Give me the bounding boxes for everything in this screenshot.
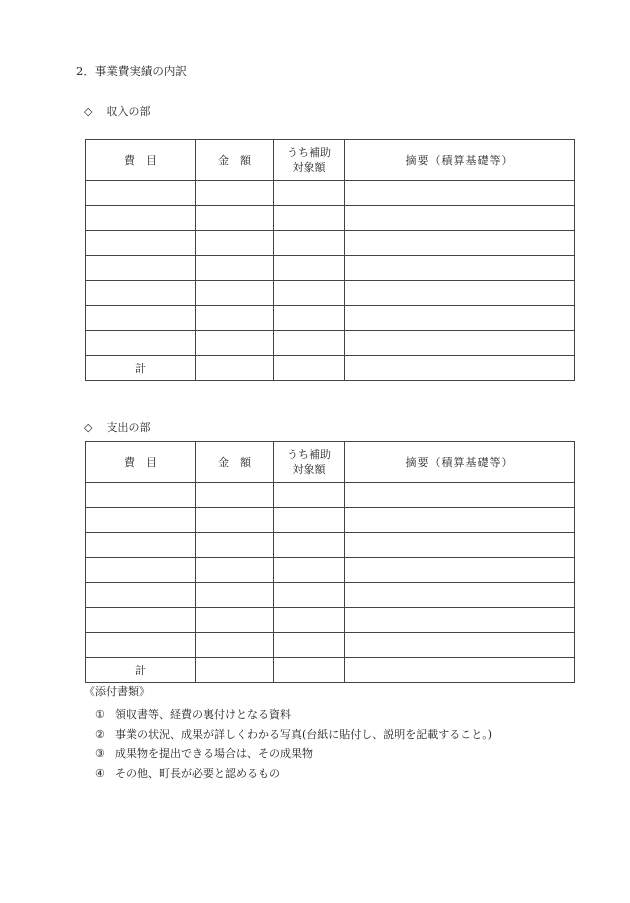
cell-subsidy[interactable]	[274, 281, 345, 306]
cell-amount[interactable]	[196, 558, 274, 583]
total-row	[86, 356, 575, 381]
table-row	[86, 281, 575, 306]
table-row	[86, 583, 575, 608]
attachments-list	[95, 705, 492, 783]
cell-item[interactable]	[86, 231, 196, 256]
table-row	[86, 558, 575, 583]
income-section-title	[84, 103, 150, 119]
table-row	[86, 306, 575, 331]
diamond-icon: ◇	[84, 421, 93, 434]
cell-amount[interactable]	[196, 256, 274, 281]
cell-subsidy[interactable]	[274, 533, 345, 558]
table-row	[86, 633, 575, 658]
cell-item[interactable]	[86, 256, 196, 281]
item-text: 成果物を提出できる場合は、その成果物	[115, 747, 313, 760]
table-row	[86, 256, 575, 281]
cell-item[interactable]	[86, 306, 196, 331]
total-label: 計	[86, 356, 196, 381]
table-row	[86, 181, 575, 206]
cell-description[interactable]	[345, 608, 575, 633]
cell-subsidy[interactable]	[274, 306, 345, 331]
table-row	[86, 533, 575, 558]
total-label: 計	[86, 658, 196, 683]
cell-subsidy[interactable]	[274, 508, 345, 533]
cell-subsidy[interactable]	[274, 206, 345, 231]
cell-item[interactable]	[86, 608, 196, 633]
cell-subsidy[interactable]	[274, 608, 345, 633]
income-table	[85, 139, 575, 381]
cell-subsidy[interactable]	[274, 256, 345, 281]
cell-amount[interactable]	[196, 181, 274, 206]
cell-item[interactable]	[86, 181, 196, 206]
expense-section-title	[84, 419, 150, 435]
cell-description[interactable]	[345, 483, 575, 508]
expense-header-row	[86, 442, 575, 483]
cell-item[interactable]	[86, 533, 196, 558]
list-item	[95, 764, 492, 784]
cell-subsidy[interactable]	[274, 583, 345, 608]
cell-description[interactable]	[345, 306, 575, 331]
expense-title-text: 支出の部	[106, 421, 151, 434]
cell-amount[interactable]	[196, 508, 274, 533]
item-number: ②	[95, 727, 105, 741]
cell-item[interactable]	[86, 633, 196, 658]
cell-amount[interactable]	[196, 483, 274, 508]
header-subsidy-line1: うち補助	[287, 448, 331, 461]
attachments-title: 《添付書類》	[84, 685, 150, 698]
cell-subsidy[interactable]	[274, 331, 345, 356]
list-item	[95, 744, 492, 764]
header-subsidy-line2: 対象額	[292, 161, 326, 174]
total-subsidy[interactable]	[274, 356, 345, 381]
total-subsidy[interactable]	[274, 658, 345, 683]
total-description[interactable]	[345, 356, 575, 381]
table-row	[86, 608, 575, 633]
cell-description[interactable]	[345, 533, 575, 558]
cell-item[interactable]	[86, 558, 196, 583]
table-row	[86, 331, 575, 356]
cell-description[interactable]	[345, 206, 575, 231]
cell-amount[interactable]	[196, 206, 274, 231]
cell-amount[interactable]	[196, 331, 274, 356]
cell-description[interactable]	[345, 231, 575, 256]
list-item	[95, 725, 492, 745]
table-row	[86, 508, 575, 533]
cell-description[interactable]	[345, 633, 575, 658]
cell-description[interactable]	[345, 331, 575, 356]
cell-amount[interactable]	[196, 281, 274, 306]
cell-amount[interactable]	[196, 306, 274, 331]
cell-item[interactable]	[86, 281, 196, 306]
header-amount: 金 額	[196, 442, 274, 483]
cell-amount[interactable]	[196, 231, 274, 256]
cell-item[interactable]	[86, 583, 196, 608]
cell-subsidy[interactable]	[274, 231, 345, 256]
header-amount: 金 額	[196, 140, 274, 181]
cell-amount[interactable]	[196, 633, 274, 658]
header-subsidy	[274, 442, 345, 483]
total-row	[86, 658, 575, 683]
income-header-row	[86, 140, 575, 181]
header-item: 費 目	[86, 140, 196, 181]
cell-description[interactable]	[345, 558, 575, 583]
header-item: 費 目	[86, 442, 196, 483]
cell-subsidy[interactable]	[274, 558, 345, 583]
header-subsidy-line2: 対象額	[292, 463, 326, 476]
header-description: 摘要（積算基礎等）	[345, 442, 575, 483]
table-row	[86, 231, 575, 256]
cell-item[interactable]	[86, 483, 196, 508]
total-amount[interactable]	[196, 658, 274, 683]
cell-subsidy[interactable]	[274, 181, 345, 206]
section-heading: 2．事業費実績の内訳	[76, 64, 187, 78]
cell-description[interactable]	[345, 583, 575, 608]
expense-table	[85, 441, 575, 683]
cell-description[interactable]	[345, 281, 575, 306]
item-number: ①	[95, 708, 105, 721]
item-text: 事業の状況、成果が詳しくわかる写真(台紙に貼付し、説明を記載すること。)	[115, 727, 493, 741]
cell-description[interactable]	[345, 256, 575, 281]
header-description: 摘要（積算基礎等）	[345, 140, 575, 181]
item-text: 領収書等、経費の裏付けとなる資料	[115, 708, 291, 721]
cell-item[interactable]	[86, 331, 196, 356]
total-description[interactable]	[345, 658, 575, 683]
cell-amount[interactable]	[196, 533, 274, 558]
header-subsidy	[274, 140, 345, 181]
table-row	[86, 483, 575, 508]
cell-subsidy[interactable]	[274, 483, 345, 508]
cell-amount[interactable]	[196, 583, 274, 608]
diamond-icon: ◇	[84, 105, 93, 118]
item-number: ③	[95, 747, 105, 760]
item-text: その他、町長が必要と認めるもの	[115, 766, 280, 780]
cell-item[interactable]	[86, 206, 196, 231]
cell-item[interactable]	[86, 508, 196, 533]
cell-description[interactable]	[345, 181, 575, 206]
list-item	[95, 705, 492, 725]
cell-subsidy[interactable]	[274, 633, 345, 658]
income-title-text: 収入の部	[106, 105, 151, 118]
cell-amount[interactable]	[196, 608, 274, 633]
item-number: ④	[95, 766, 105, 780]
header-subsidy-line1: うち補助	[287, 146, 331, 159]
cell-description[interactable]	[345, 508, 575, 533]
table-row	[86, 206, 575, 231]
total-amount[interactable]	[196, 356, 274, 381]
